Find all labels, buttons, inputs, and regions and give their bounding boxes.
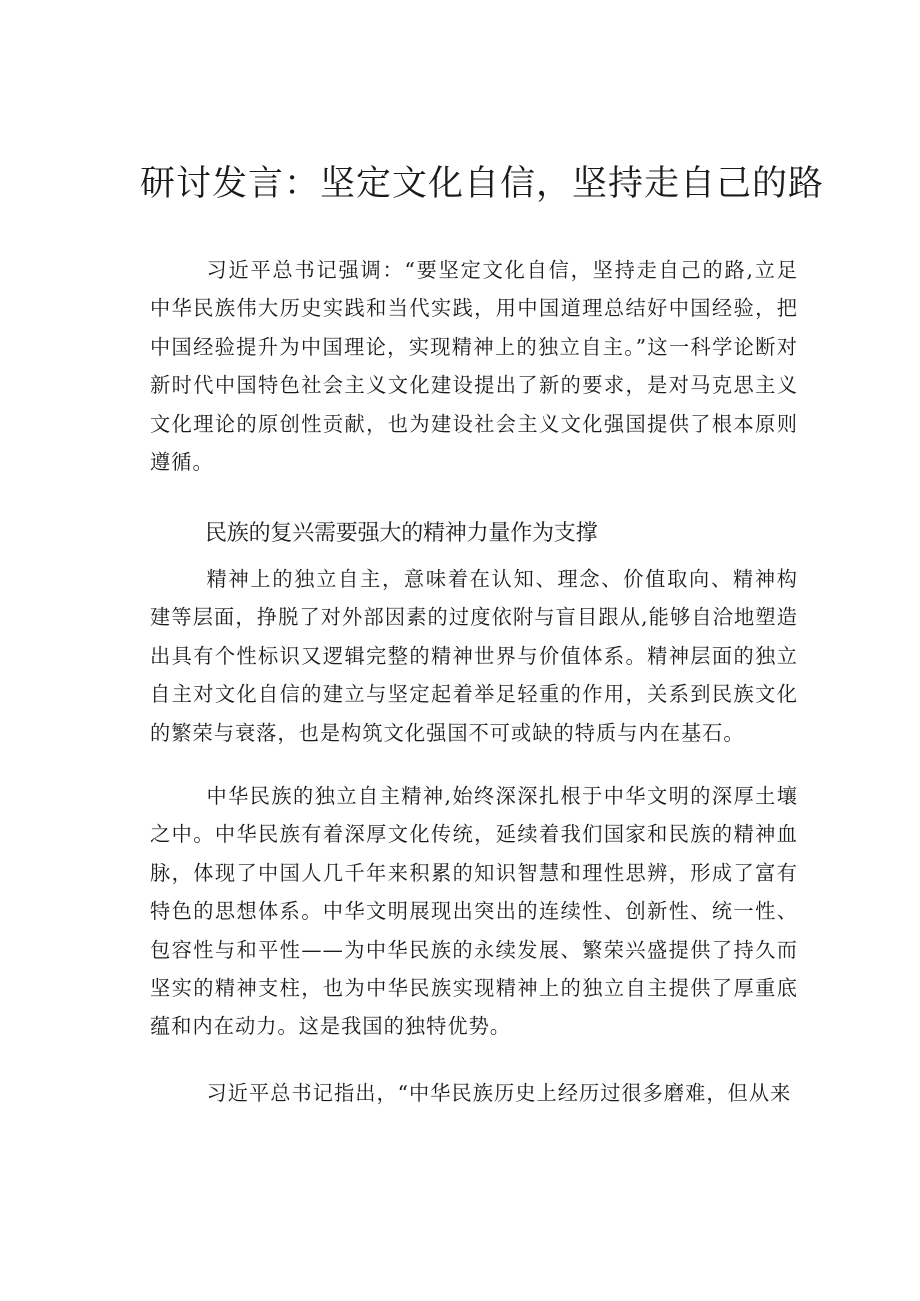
paragraph-intro: 习近平总书记强调：“要坚定文化自信，坚持走自己的路,立足中华民族伟大历史实践和当代实践，用中国道理总结好中国经验，把中国经验提升为中国理论，实现精神上的独立自主。”这一科学论断对新时代中国特色社会主义文化建设提出了新的要求，是对马克思主义文化理论的原创性贡献，也为建设社会主义文化强国提供了根本原则遵循。 [150, 258, 798, 475]
paragraph-civilization: 中华民族的独立自主精神,始终深深扎根于中华文明的深厚土壤之中。中华民族有着深厚文化传统，延续着我们国家和民族的精神血脉，体现了中国人几千年来积累的知识智慧和理性思辨，形成了富有特色的思想体系。中华文明展现出突出的连续性、创新性、统一性、包容性与和平性——为中华民族的永续发展、繁荣兴盛提供了持久而坚实的精神支柱，也为中华民族实现精神上的独立自主提供了厚重底蕴和内在动力。这是我国的独特优势。 [150, 784, 798, 1039]
paragraph-quote-start: 习近平总书记指出，“中华民族历史上经历过很多磨难，但从来 [206, 1081, 792, 1105]
section-heading: 民族的复兴需要强大的精神力量作为支撑 [205, 521, 598, 546]
paragraph-independence: 精神上的独立自主，意味着在认知、理念、价值取向、精神构建等层面，挣脱了对外部因素的过度依附与盲目跟从,能够自洽地塑造出具有个性标识又逻辑完整的精神世界与价值体系。精神层面的独立自主对文化自信的建立与坚定起着举足轻重的作用，关系到民族文化的繁荣与衰落，也是构筑文化强国不可或缺的特质与内在基石。 [150, 567, 798, 745]
document-title: 研讨发言：坚定文化自信，坚持走自己的路 [140, 164, 825, 204]
